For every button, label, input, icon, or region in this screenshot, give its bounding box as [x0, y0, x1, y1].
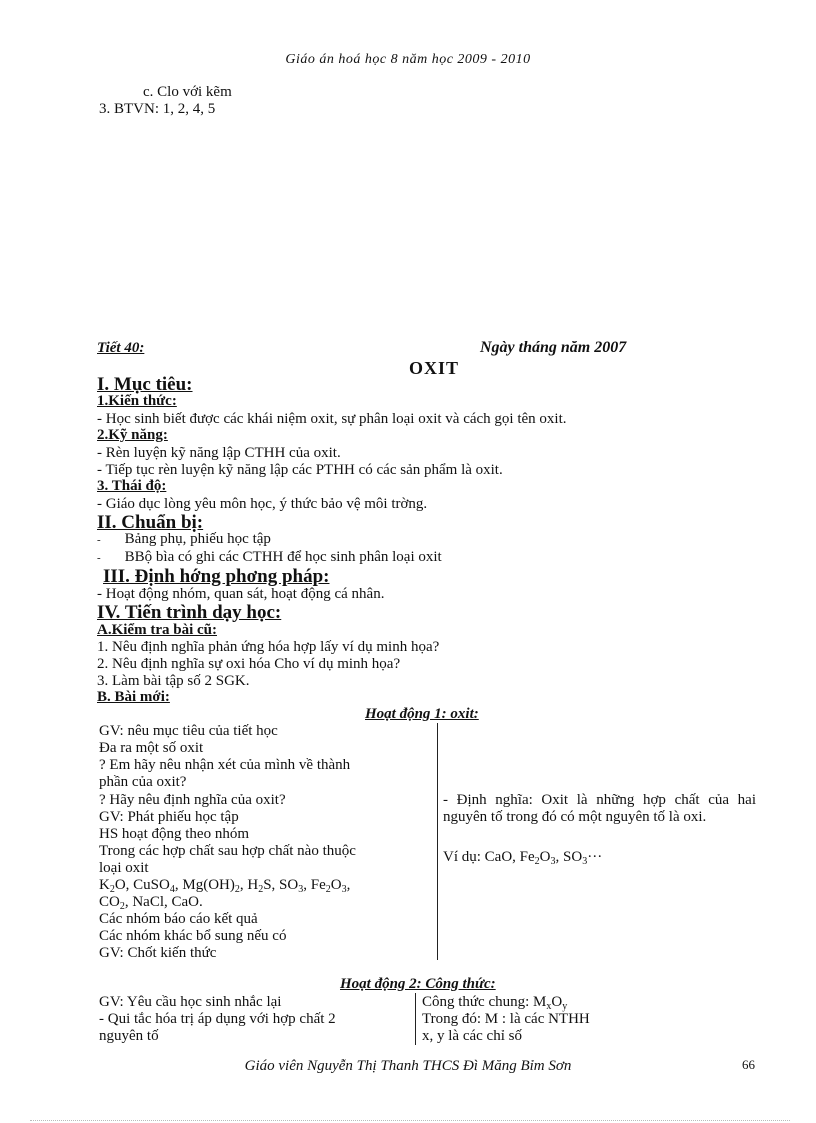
- lesson-label-text: Tiết 40:: [97, 340, 145, 356]
- a2-right-line: x, y là các chỉ số: [422, 1028, 522, 1044]
- skills-text-2: - Tiếp tục rèn luyện kỹ năng lập các PTHH có các sản phẩm là oxit.: [97, 462, 503, 478]
- a2-line: - Qui tắc hóa trị áp dụng với hợp chất 2: [99, 1011, 336, 1027]
- lesson-label: [97, 339, 144, 357]
- formula-sub: 4: [169, 884, 175, 895]
- formula-part: , Fe: [303, 877, 326, 893]
- oxide-example: [443, 849, 602, 865]
- review-question-1: 1. Nêu định nghĩa phản ứng hóa hợp lấy ví dụ minh họa?: [97, 639, 440, 655]
- formula-part: O: [330, 877, 342, 893]
- homework-line: 3. BTVN: 1, 2, 4, 5: [99, 101, 216, 117]
- attitude-text: - Giáo dục lòng yêu môn học, ý thức bảo vệ môi trờng.: [97, 496, 428, 512]
- column-divider: [437, 723, 438, 960]
- page-header: Giáo án hoá học 8 năm học 2009 - 2010: [285, 52, 531, 67]
- formula-sub: y: [562, 1001, 568, 1012]
- review-question-3: 3. Làm bài tập số 2 SGK.: [97, 673, 250, 689]
- oxide-definition: - Định nghĩa: Oxit là những hợp chất của hai nguyên tố trong đó có một nguyên tố là oxi.: [443, 792, 756, 825]
- a2-line: nguyên tố: [99, 1028, 159, 1044]
- formula-label: Công thức chung: M: [422, 994, 547, 1010]
- a1-line: GV: Chốt kiến thức: [99, 945, 217, 961]
- lesson-title: OXIT: [409, 358, 460, 378]
- subsection-skills: 2.Kỹ năng:: [97, 427, 168, 443]
- a1-line: Các nhóm khác bổ sung nếu có: [99, 928, 287, 944]
- bullet-dash: -: [97, 534, 101, 546]
- a1-line: phần của oxit?: [99, 774, 187, 790]
- formula-sub: 3: [550, 856, 556, 867]
- a1-line: HS hoạt động theo nhóm: [99, 826, 249, 842]
- formula-part: O, CuSO: [114, 877, 170, 893]
- page-bottom-rule: [30, 1120, 790, 1121]
- section-preparation: II. Chuẩn bị:: [97, 512, 204, 533]
- formula-part: CO: [99, 894, 120, 910]
- formula-sub: 2: [119, 901, 125, 912]
- subsection-attitude: 3. Thái độ:: [97, 478, 167, 494]
- formula-line-2: [99, 894, 203, 910]
- section-procedure: IV. Tiến trình dạy học:: [97, 602, 282, 623]
- formula-sub: 3: [341, 884, 347, 895]
- formula-sub: 2: [534, 856, 540, 867]
- formula-sub: 3: [298, 884, 304, 895]
- page-number: 66: [742, 1057, 755, 1072]
- formula-sub: 2: [325, 884, 331, 895]
- knowledge-text: - Học sinh biết được các khái niệm oxit, sự phân loại oxit và cách gọi tên oxit.: [97, 411, 567, 427]
- formula-part: K: [99, 877, 110, 893]
- a1-line: Đa ra một số oxit: [99, 740, 204, 756]
- preparation-text-2: BBộ bìa có ghi các CTHH để học sinh phân loại oxit: [124, 549, 442, 565]
- formula-sub: 2: [109, 884, 115, 895]
- subsection-review: A.Kiểm tra bài cũ:: [97, 622, 217, 638]
- example-part: Ví dụ: CaO, Fe: [443, 849, 535, 865]
- lesson-date: Ngày tháng năm 2007: [480, 339, 627, 356]
- a1-line: ? Hãy nêu định nghĩa của oxit?: [99, 792, 286, 808]
- formula-sub: 3: [582, 856, 588, 867]
- a1-line: ? Em hãy nêu nhận xét của mình về thành: [99, 757, 351, 773]
- bullet-dash: -: [97, 552, 101, 564]
- formula-line-1: [99, 877, 350, 893]
- formula-part: , NaCl, CaO.: [124, 894, 203, 910]
- formula-part: , Mg(OH): [174, 877, 235, 893]
- example-part: O: [539, 849, 551, 865]
- section-methods: III. Định hớng phơng pháp:: [103, 566, 330, 587]
- a1-line: Các nhóm báo cáo kết quả: [99, 911, 258, 927]
- formula-sub: 2: [234, 884, 240, 895]
- subsection-new-lesson: B. Bài mới:: [97, 689, 170, 705]
- a1-line: GV: nêu mục tiêu của tiết học: [99, 723, 278, 739]
- a2-right-line: Trong đó: M : là các NTHH: [422, 1011, 590, 1027]
- general-formula: [422, 994, 567, 1010]
- preparation-item-2: [97, 549, 442, 566]
- example-part: , SO: [555, 849, 583, 865]
- column-divider: [415, 993, 416, 1045]
- formula-part: , H: [239, 877, 259, 893]
- formula-sub: 2: [258, 884, 264, 895]
- a1-line: GV: Phát phiếu học tập: [99, 809, 239, 825]
- preparation-item-1: [97, 531, 271, 548]
- activity-2-title: Hoạt động 2: Công thức:: [340, 976, 496, 992]
- formula-part: O: [551, 994, 563, 1010]
- subsection-knowledge: 1.Kiến thức:: [97, 393, 177, 409]
- example-part: ···: [587, 849, 603, 865]
- a1-line: Trong các hợp chất sau hợp chất nào thuộc: [99, 843, 356, 859]
- methods-text: - Hoạt động nhóm, quan sát, hoạt động cá nhân.: [97, 586, 385, 602]
- activity-1-title: Hoạt động 1: oxit:: [365, 706, 479, 722]
- skills-text-1: - Rèn luyện kỹ năng lập CTHH của oxit.: [97, 445, 341, 461]
- formula-part: ,: [346, 877, 351, 893]
- preparation-text-1: Bảng phụ, phiếu học tập: [124, 531, 271, 547]
- a2-line: GV: Yêu cầu học sinh nhắc lại: [99, 994, 282, 1010]
- exercise-line: c. Clo với kẽm: [143, 84, 232, 100]
- formula-sub: x: [546, 1001, 552, 1012]
- section-objectives: I. Mục tiêu:: [97, 374, 193, 395]
- a1-line: loại oxit: [99, 860, 149, 876]
- review-question-2: 2. Nêu định nghĩa sự oxi hóa Cho ví dụ minh họa?: [97, 656, 401, 672]
- page-footer: Giáo viên Nguyễn Thị Thanh THCS Đì Măng Bỉm Sơn: [244, 1058, 572, 1074]
- formula-part: S, SO: [263, 877, 299, 893]
